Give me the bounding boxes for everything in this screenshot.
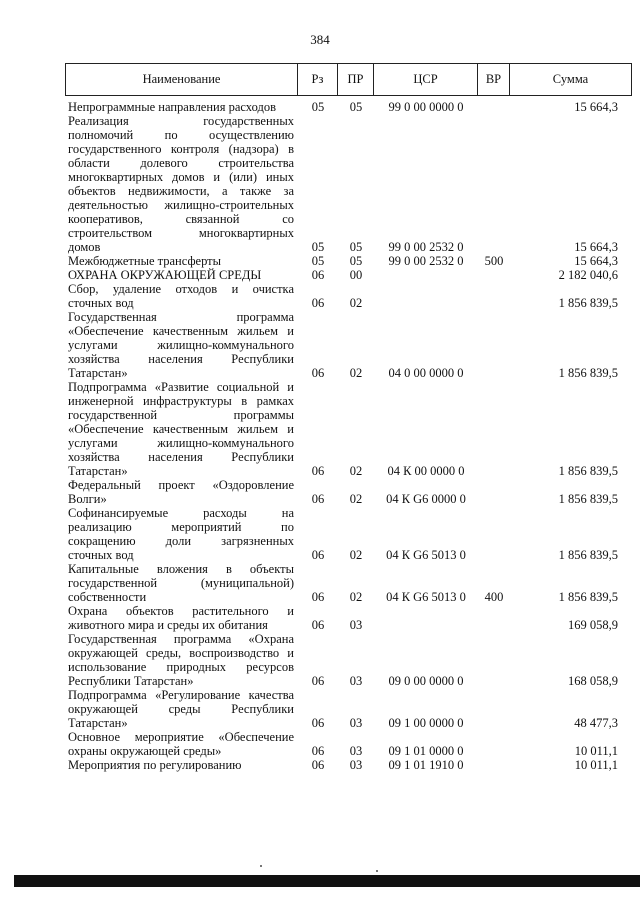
row-sum: 15 664,3 [574, 240, 618, 254]
row-name-line: Основное мероприятие «Обеспечение [68, 730, 294, 744]
row-name-line: окружающей среды Республики [68, 702, 294, 716]
row-name-line: Охрана объектов растительного и [68, 604, 294, 618]
row-rz: 06 [311, 590, 325, 604]
row-name-line: «Обеспечение качественным жильем и [68, 324, 294, 338]
row-rz: 06 [311, 268, 325, 282]
row-name [68, 114, 294, 254]
row-pr: 03 [349, 618, 363, 632]
row-name-line: «Обеспечение качественным жильем и [68, 422, 294, 436]
row-name [68, 310, 294, 380]
table-row [0, 268, 640, 282]
row-pr: 03 [349, 758, 363, 772]
row-rz: 06 [311, 716, 325, 730]
row-sum: 1 856 839,5 [558, 548, 618, 562]
row-name-line: сокращению доли загрязненных [68, 534, 294, 548]
row-pr: 05 [349, 254, 363, 268]
row-pr: 05 [349, 240, 363, 254]
table-row [0, 310, 640, 380]
row-name-line: услугами жилищно-коммунального [68, 338, 294, 352]
scan-speck [376, 870, 378, 872]
row-name-line: хозяйства населения Республики [68, 450, 294, 464]
row-pr: 03 [349, 716, 363, 730]
row-name-line: Реализация государственных [68, 114, 294, 128]
row-name-line: реализацию мероприятий по [68, 520, 294, 534]
table-row [0, 604, 640, 632]
table-row [0, 562, 640, 604]
table-row [0, 688, 640, 730]
row-name-line: Государственная программа [68, 310, 294, 324]
row-name [68, 282, 294, 310]
row-vr: 400 [484, 590, 504, 604]
row-name [68, 562, 294, 604]
row-pr: 03 [349, 674, 363, 688]
row-name-line: объектов недвижимости, а также за [68, 184, 294, 198]
header-vr: ВР [478, 64, 510, 95]
table-row [0, 380, 640, 478]
row-name-line: собственности [68, 590, 147, 604]
row-sum: 168 058,9 [568, 674, 618, 688]
row-name [68, 604, 294, 632]
row-name-line: животного мира и среды их обитания [68, 618, 268, 632]
row-name-line: Подпрограмма «Регулирование качества [68, 688, 294, 702]
row-sum: 169 058,9 [568, 618, 618, 632]
row-csr: 09 1 01 0000 0 [388, 744, 464, 758]
row-name-line: многоквартирных домов и (или) иных [68, 170, 294, 184]
row-csr: 09 1 01 1910 0 [388, 758, 464, 772]
page-number: 384 [310, 32, 330, 47]
row-rz: 06 [311, 548, 325, 562]
row-name-line: сточных вод [68, 296, 134, 310]
row-name-line: использование природных ресурсов [68, 660, 294, 674]
row-name [68, 758, 294, 772]
row-pr: 02 [349, 590, 363, 604]
row-sum: 10 011,1 [574, 758, 618, 772]
row-name-line: Федеральный проект «Оздоровление [68, 478, 294, 492]
row-name [68, 478, 294, 506]
row-name-line: Мероприятия по регулированию [68, 758, 242, 772]
row-rz: 06 [311, 674, 325, 688]
row-rz: 06 [311, 618, 325, 632]
row-pr: 03 [349, 744, 363, 758]
row-rz: 06 [311, 464, 325, 478]
row-sum: 10 011,1 [574, 744, 618, 758]
row-name-line: Подпрограмма «Развитие социальной и [68, 380, 294, 394]
row-sum: 1 856 839,5 [558, 296, 618, 310]
row-rz: 06 [311, 492, 325, 506]
row-pr: 00 [349, 268, 363, 282]
row-name-line: сточных вод [68, 548, 134, 562]
row-rz: 06 [311, 744, 325, 758]
row-csr: 99 0 00 2532 0 [388, 240, 464, 254]
row-csr: 09 1 00 0000 0 [388, 716, 464, 730]
row-pr: 05 [349, 100, 363, 114]
row-sum: 15 664,3 [574, 100, 618, 114]
row-sum: 15 664,3 [574, 254, 618, 268]
row-name-line: Татарстан» [68, 366, 128, 380]
row-name-line: ОХРАНА ОКРУЖАЮЩЕЙ СРЕДЫ [68, 268, 262, 282]
row-rz: 06 [311, 296, 325, 310]
row-name-line: Татарстан» [68, 464, 128, 478]
row-name-line: Софинансируемые расходы на [68, 506, 294, 520]
header-sum: Сумма [552, 72, 589, 86]
row-rz: 06 [311, 758, 325, 772]
row-name-line: Межбюджетные трансферты [68, 254, 222, 268]
row-name-line: инженерной инфраструктуры в рамках [68, 394, 294, 408]
row-csr: 04 0 00 0000 0 [388, 366, 464, 380]
row-name-line: государственной программы [68, 408, 294, 422]
table-header [65, 63, 632, 96]
row-sum: 1 856 839,5 [558, 492, 618, 506]
row-name-line: государственной (муниципальной) [68, 576, 294, 590]
row-name-line: домов [68, 240, 101, 254]
row-name-line: области долевого строительства [68, 156, 294, 170]
row-vr: 500 [484, 254, 504, 268]
row-rz: 06 [311, 366, 325, 380]
row-name [68, 506, 294, 562]
row-rz: 05 [311, 240, 325, 254]
row-name-line: Волги» [68, 492, 107, 506]
row-name [68, 254, 294, 268]
header-pr: ПР [338, 64, 374, 95]
row-name [68, 380, 294, 478]
row-name-line: государственного контроля (надзора) в [68, 142, 294, 156]
row-csr: 04 К G6 5013 0 [386, 548, 466, 562]
row-csr: 04 К G6 5013 0 [386, 590, 466, 604]
table-row [0, 478, 640, 506]
header-rz: Рз [298, 64, 338, 95]
row-name [68, 730, 294, 758]
row-csr: 04 К 00 0000 0 [387, 464, 465, 478]
row-name-line: деятельностью жилищно-строительных [68, 198, 294, 212]
row-name-line: полномочий по осуществлению [68, 128, 294, 142]
table-row [0, 254, 640, 268]
row-name [68, 100, 294, 114]
row-rz: 05 [311, 254, 325, 268]
table-row [0, 632, 640, 688]
table-row [0, 100, 640, 114]
row-pr: 02 [349, 464, 363, 478]
row-sum: 1 856 839,5 [558, 590, 618, 604]
row-name-line: Капитальные вложения в объекты [68, 562, 294, 576]
scan-speck [260, 865, 262, 867]
row-name-line: Государственная программа «Охрана [68, 632, 294, 646]
table-row [0, 506, 640, 562]
row-sum: 1 856 839,5 [558, 464, 618, 478]
row-pr: 02 [349, 492, 363, 506]
header-name: Наименование [66, 64, 298, 95]
table-row [0, 114, 640, 254]
row-name-line: Сбор, удаление отходов и очистка [68, 282, 294, 296]
row-csr: 04 К G6 0000 0 [386, 492, 466, 506]
row-sum: 1 856 839,5 [558, 366, 618, 380]
table-row [0, 758, 640, 772]
row-csr: 99 0 00 2532 0 [388, 254, 464, 268]
row-name-line: услугами жилищно-коммунального [68, 436, 294, 450]
row-pr: 02 [349, 366, 363, 380]
row-name-line: Татарстан» [68, 716, 128, 730]
row-name-line: окружающей среды, воспроизводство и [68, 646, 294, 660]
row-name [68, 632, 294, 688]
row-name-line: строительством многоквартирных [68, 226, 294, 240]
row-sum: 48 477,3 [574, 716, 618, 730]
row-name-line: охраны окружающей среды» [68, 744, 222, 758]
row-csr: 09 0 00 0000 0 [388, 674, 464, 688]
row-pr: 02 [349, 548, 363, 562]
row-name-line: Непрограммные направления расходов [68, 100, 276, 114]
row-pr: 02 [349, 296, 363, 310]
row-name-line: кооперативов, связанной со [68, 212, 294, 226]
table-row [0, 730, 640, 758]
row-csr: 99 0 00 0000 0 [388, 100, 464, 114]
row-name-line: Республики Татарстан» [68, 674, 194, 688]
row-name [68, 268, 294, 282]
header-csr: ЦСР [374, 64, 478, 95]
row-sum: 2 182 040,6 [558, 268, 618, 282]
scan-edge-band [14, 875, 640, 887]
row-name-line: хозяйства населения Республики [68, 352, 294, 366]
row-rz: 05 [311, 100, 325, 114]
table-row [0, 282, 640, 310]
row-name [68, 688, 294, 730]
